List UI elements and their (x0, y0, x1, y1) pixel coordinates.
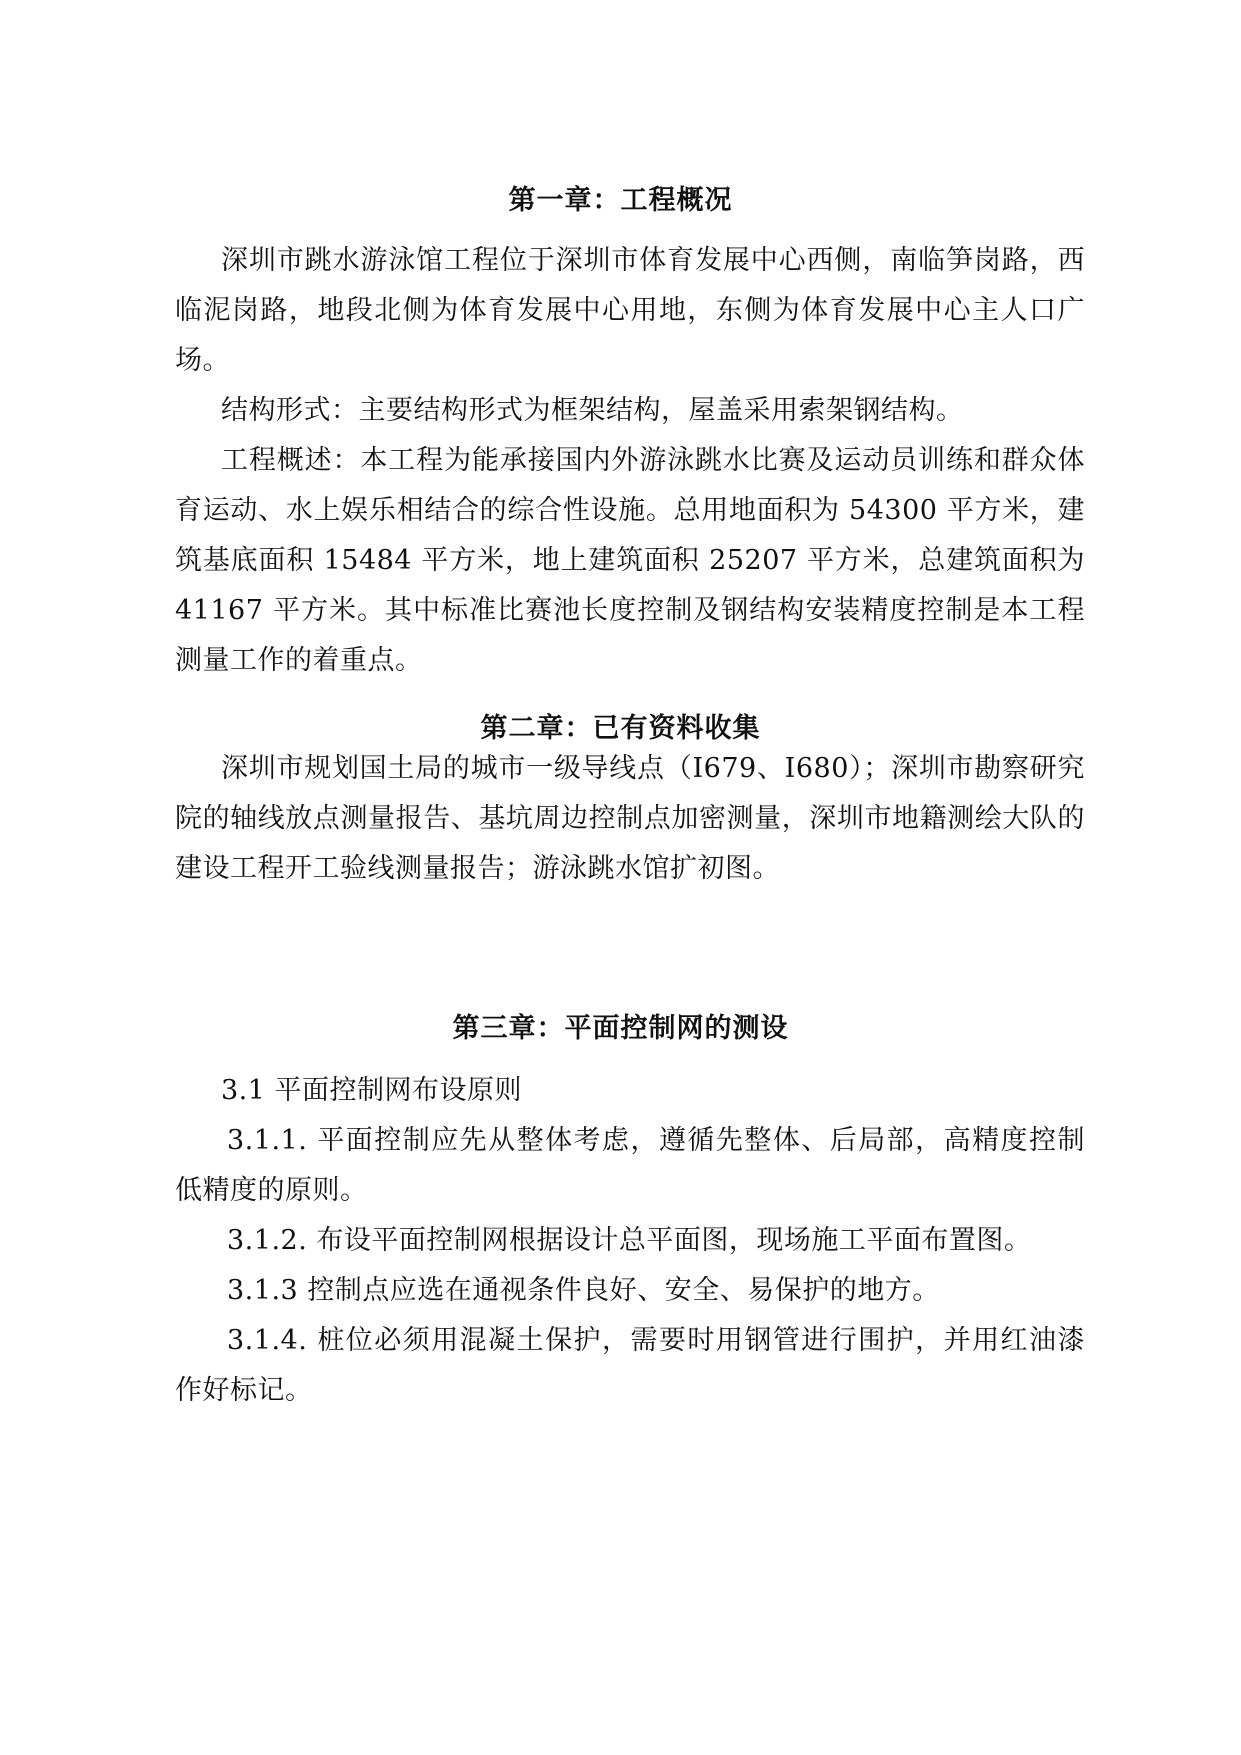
chapter-1-overview-paragraph: 工程概述：本工程为能承接国内外游泳跳水比赛及运动员训练和群众体育运动、水上娱乐相结合的综合性设施。总用地面积为 54300 平方米，建筑基底面积 15484 平方米，地上建筑面积 25207 平方米，总建筑面积为 41167 平方米。其中标准比赛池长度控制及钢结构安装精度控制是本工程测量工作的着重点。 (175, 445, 1085, 676)
section-3-1-heading: 3.1 平面控制网布设原则 (221, 1075, 523, 1106)
section-3-1-1-paragraph: 3.1.1. 平面控制应先从整体考虑，遵循先整体、后局部，高精度控制低精度的原则。 (175, 1125, 1085, 1206)
chapter-1-title: 第一章：工程概况 (508, 185, 733, 216)
chapter-1-location-paragraph: 深圳市跳水游泳馆工程位于深圳市体育发展中心西侧，南临笋岗路，西临泥岗路，地段北侧为体育发展中心用地，东侧为体育发展中心主人口广场。 (175, 245, 1085, 376)
chapter-2-title: 第二章：已有资料收集 (480, 713, 761, 744)
chapter-3-title: 第三章：平面控制网的测设 (452, 1013, 789, 1044)
chapter-1-structure-paragraph: 结构形式：主要结构形式为框架结构，屋盖采用索架钢结构。 (221, 395, 964, 426)
chapter-2-sources-paragraph: 深圳市规划国土局的城市一级导线点（I679、I680）；深圳市勘察研究院的轴线放点测量报告、基坑周边控制点加密测量，深圳市地籍测绘大队的建设工程开工验线测量报告；游泳跳水馆扩初图。 (175, 753, 1085, 884)
section-3-1-4-paragraph: 3.1.4. 桩位必须用混凝土保护，需要时用钢管进行围护，并用红油漆作好标记。 (175, 1325, 1085, 1406)
section-3-1-2-paragraph: 3.1.2. 布设平面控制网根据设计总平面图，现场施工平面布置图。 (227, 1225, 1032, 1256)
section-3-1-3-paragraph: 3.1.3 控制点应选在通视条件良好、安全、易保护的地方。 (227, 1275, 940, 1306)
